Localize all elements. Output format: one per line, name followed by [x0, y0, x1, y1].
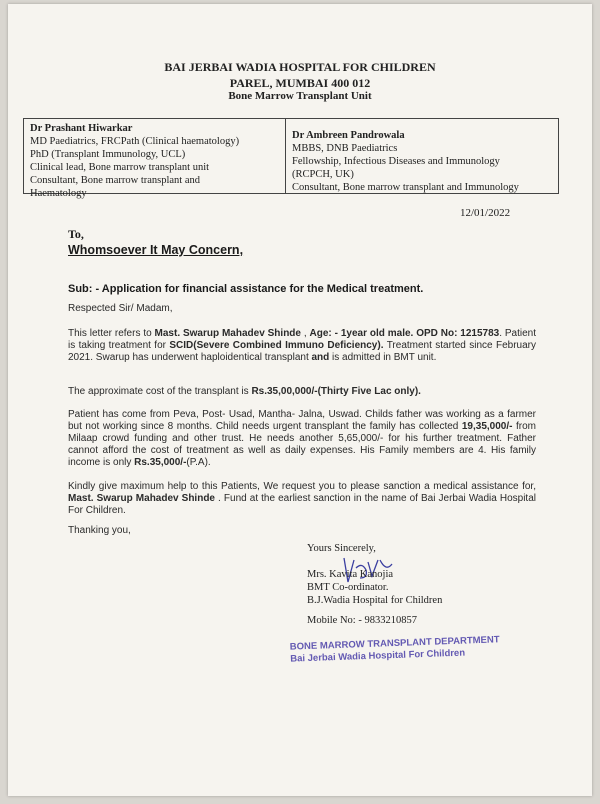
doctor-credential: Haematology — [30, 188, 87, 199]
stamp-line: Bai Jerbai Wadia Hospital For Children — [290, 647, 466, 665]
doctor-name: Dr Ambreen Pandrowala — [292, 130, 405, 141]
doctor-credential: MBBS, DNB Paediatrics — [292, 143, 398, 154]
recipient-to: To, — [68, 227, 84, 241]
transplant-cost: Rs.35,00,000/-(Thirty Five Lac only). — [251, 386, 421, 397]
signatory-org: B.J.Wadia Hospital for Children — [307, 595, 443, 606]
diagnosis: SCID(Severe Combined Immuno Deficiency). — [169, 340, 384, 351]
doctor-credential: Fellowship, Infectious Diseases and Immunology — [292, 156, 500, 167]
unit-name: Bone Marrow Transplant Unit — [228, 90, 372, 102]
salutation: Respected Sir/ Madam, — [68, 303, 173, 314]
text-run: and — [311, 352, 330, 363]
hospital-address: PAREL, MUMBAI 400 012 — [229, 76, 371, 90]
hospital-name: BAI JERBAI WADIA HOSPITAL FOR CHILDREN — [164, 60, 436, 74]
doctors-box — [23, 118, 559, 199]
paragraph-request — [68, 481, 536, 517]
text-run: This letter refers to — [68, 328, 155, 339]
doctor-credential: Consultant, Bone marrow transplant and Immunology — [292, 182, 519, 193]
closing-line: Yours Sincerely, — [307, 543, 376, 554]
doctor-right — [286, 119, 558, 193]
letter-date: 12/01/2022 — [460, 207, 511, 219]
family-income: Rs.35,000/- — [134, 457, 187, 468]
signatory-role: BMT Co-ordinator. — [307, 582, 389, 593]
doctor-credential: Consultant, Bone marrow transplant and — [30, 175, 201, 186]
doctor-left — [24, 119, 286, 199]
department-stamp — [290, 634, 501, 665]
text-run: (P.A). — [186, 457, 211, 468]
text-run: . Patient is taking treatment for — [68, 328, 537, 351]
closing-thanks: Thanking you, — [68, 525, 131, 536]
text-run: is admitted in BMT unit. — [329, 352, 437, 363]
patient-name: Mast. Swarup Mahadev Shinde — [154, 328, 301, 339]
patient-age: Age: - 1year old — [309, 328, 385, 339]
doctor-credential: Clinical lead, Bone marrow transplant unit — [30, 162, 210, 173]
amount-collected: 19,35,000/- — [461, 421, 513, 432]
signatory-name: Mrs. Kavita Kanojia — [307, 569, 394, 580]
patient-opd: male. OPD No: 1215783 — [387, 328, 500, 339]
doctor-name: Dr Prashant Hiwarkar — [30, 123, 133, 134]
text-run: from Milaap crowd funding and other trust. He needs another 5,65,000/- for his further treatment. Father cannot afford the cost of treatment as well as daily expenses. His Family members are 4. His family income is only — [68, 421, 537, 468]
paragraph-background — [68, 409, 536, 469]
recipient-line: Whomsoever It May Concern, — [68, 243, 244, 257]
stamp-line: BONE MARROW TRANSPLANT DEPARTMENT — [289, 634, 500, 653]
text-run: , — [300, 328, 310, 339]
patient-name: Mast. Swarup Mahadev Shinde — [68, 493, 215, 504]
signatory-mobile: Mobile No: - 9833210857 — [307, 615, 417, 626]
paragraph-patient-details — [68, 328, 536, 364]
text-run: Patient has come from Peva, Post- Usad, Mantha- Jalna, Uswad. Childs father was working as a farmer but not working since 8 months. Child needs urgent transplant the family has collected — [68, 409, 536, 432]
letter-page — [8, 4, 592, 796]
text-run: Treatment started since February 2021. Swarup has underwent haploidentical transplant — [68, 340, 536, 363]
text-run: . Fund at the earliest sanction in the name of Bai Jerbai Wadia Hospital For Children. — [68, 493, 536, 516]
text-run: Kindly give maximum help to this Patients, We request you to please sanction a medical assistance for, — [68, 481, 536, 492]
doctor-credential: PhD (Transplant Immunology, UCL) — [30, 149, 186, 160]
paragraph-cost — [68, 386, 536, 398]
text-run: The approximate cost of the transplant is — [68, 386, 252, 397]
subject-line: Sub: - Application for financial assistance for the Medical treatment. — [68, 283, 424, 295]
doctor-credential: (RCPCH, UK) — [292, 169, 354, 180]
doctor-credential: MD Paediatrics, FRCPath (Clinical haematology) — [30, 136, 240, 147]
